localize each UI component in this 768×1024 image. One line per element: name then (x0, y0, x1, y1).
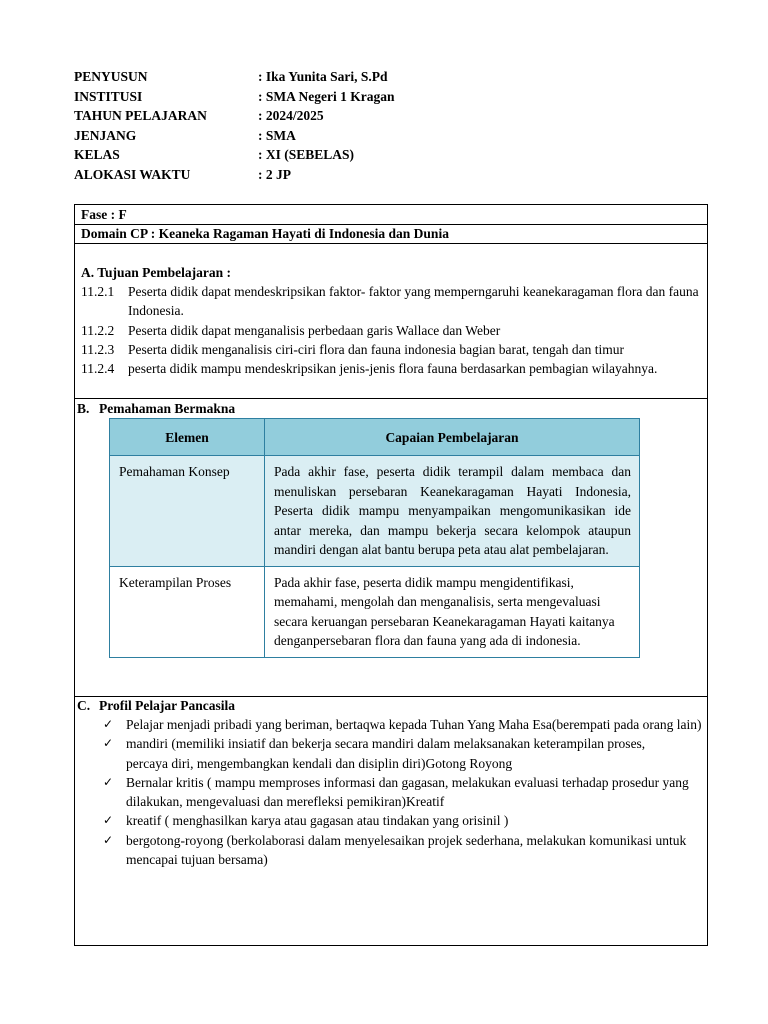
info-label: INSTITUSI (74, 88, 143, 104)
list-item (81, 340, 703, 359)
objective-number: 11.2.2 (81, 322, 115, 338)
list-item (81, 321, 703, 340)
profil-text (126, 773, 703, 812)
info-row-kelas (74, 145, 694, 165)
section-a-title: A. Tujuan Pembelajaran : (81, 265, 232, 280)
column-header-elemen: Elemen (110, 419, 265, 456)
list-item (103, 811, 703, 830)
profil-text (126, 811, 703, 830)
objective-number: 11.2.4 (81, 361, 115, 377)
info-row-penyusun (74, 67, 694, 87)
capaian-cell: Pada akhir fase, peserta didik mampu mengidentifikasi, memahami, mengolah dan menganalisis, serta mengevaluasi secara keruangan persebaran Keanekaragaman Hayati kaitanya denganpersebaran flora dan fauna yang ada di indonesia. (265, 566, 640, 657)
table-header-row (110, 419, 640, 456)
capaian-table (109, 418, 640, 658)
check-icon: ✓ (103, 736, 114, 751)
list-item (103, 715, 703, 734)
profil-text (126, 734, 703, 773)
profil-line: kreatif ( menghasilkan karya atau gagasan atau tindakan yang orisinil ) (126, 813, 509, 829)
list-item (81, 282, 703, 321)
info-label: KELAS (74, 147, 120, 162)
info-row-alokasi-waktu (74, 165, 694, 185)
objective-text: peserta didik mampu mendeskripsikan jenis-jenis flora fauna berdasarkan pembagian wilayahnya. (128, 361, 658, 377)
domain-cp-label: Domain CP : Keaneka Ragaman Hayati di Indonesia dan Dunia (81, 226, 449, 241)
column-header-capaian: Capaian Pembelajaran (265, 419, 640, 456)
info-label: ALOKASI WAKTU (74, 166, 191, 182)
objective-text: Peserta didik dapat menganalisis perbedaan garis Wallace dan Weber (128, 322, 501, 338)
header-info (74, 67, 694, 184)
table-row (110, 456, 640, 567)
profil-text (126, 831, 703, 870)
section-c-title-text: Profil Pelajar Pancasila (99, 698, 235, 713)
check-icon: ✓ (103, 717, 114, 731)
row-divider (75, 243, 707, 244)
section-b-title-text: Pemahaman Bermakna (99, 401, 236, 416)
list-item (103, 831, 703, 870)
table-row (110, 566, 640, 657)
profil-list (103, 715, 703, 869)
fase-label: Fase : F (81, 207, 127, 222)
info-value: : 2 JP (258, 166, 291, 182)
info-row-institusi (74, 87, 694, 107)
section-letter: B. (77, 401, 90, 416)
check-icon: ✓ (103, 774, 114, 789)
objective-text: Peserta didik dapat mendeskripsikan faktor- faktor yang memperngaruhi keanekaragaman flora dan fauna Indonesia. (128, 284, 699, 319)
profil-line: mandiri (memiliki insiatif dan bekerja secara mandiri dalam melaksanakan keterampilan proses, (126, 736, 646, 752)
info-value: : SMA (258, 127, 296, 143)
section-b-title (77, 399, 235, 418)
objective-number: 11.2.3 (81, 341, 115, 357)
profil-line: bergotong-royong (berkolaborasi dalam menyelesaikan projek sederhana, melakukan komunikasi untuk mencapai tujuan bersama) (126, 832, 687, 868)
objective-text: Peserta didik menganalisis ciri-ciri flora dan fauna indonesia bagian barat, tengah dan timur (128, 341, 624, 357)
check-icon: ✓ (103, 813, 114, 828)
capaian-cell: Pada akhir fase, peserta didik terampil dalam membaca dan menuliskan persebaran Keanekaragaman Hayati Indonesia, Peserta didik mampu menyampaikan mengomunikasikan ide antar mereka, dan mampu bekerja secara kelompok ataupun mandiri dengan alat bantu berupa peta atau alat pembelajaran. (265, 456, 640, 567)
list-item (103, 734, 703, 773)
info-label: PENYUSUN (74, 69, 148, 84)
info-row-tahun-pelajaran (74, 106, 694, 126)
info-value: : Ika Yunita Sari, S.Pd (258, 69, 388, 84)
main-table-box (74, 204, 708, 946)
profil-line: Bernalar kritis ( mampu memproses informasi dan gagasan, melakukan evaluasi terhadap prosedur yang dilakukan, mengevaluasi dan merefleksi pemikiran)Kreatif (126, 774, 689, 810)
objectives-list (81, 282, 703, 378)
list-item (81, 359, 703, 378)
info-row-jenjang (74, 126, 694, 146)
list-item (103, 773, 703, 812)
objective-number: 11.2.1 (81, 284, 115, 299)
check-icon: ✓ (103, 832, 114, 847)
info-label: TAHUN PELAJARAN (74, 108, 207, 123)
info-value: : XI (SEBELAS) (258, 147, 355, 162)
elemen-cell: Pemahaman Konsep (110, 456, 265, 567)
section-c-title (77, 696, 235, 715)
profil-text (126, 715, 703, 734)
elemen-cell: Keterampilan Proses (110, 566, 265, 657)
info-label: JENJANG (74, 127, 137, 143)
profil-line: percaya diri, mengembangkan kendali dan disiplin diri)Gotong Royong (126, 755, 513, 771)
info-value: : 2024/2025 (258, 108, 324, 123)
profil-line: Pelajar menjadi pribadi yang beriman, bertaqwa kepada Tuhan Yang Maha Esa(berempati pada orang lain) (126, 717, 702, 732)
section-letter: C. (77, 698, 91, 713)
info-value: : SMA Negeri 1 Kragan (258, 88, 395, 104)
